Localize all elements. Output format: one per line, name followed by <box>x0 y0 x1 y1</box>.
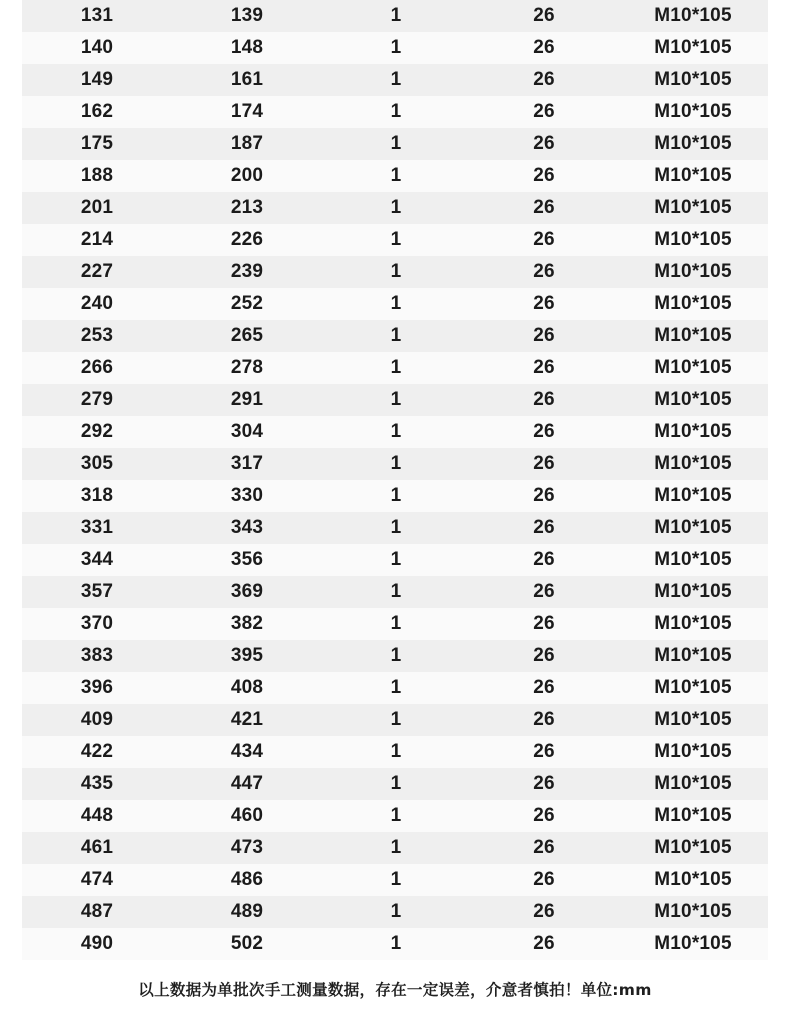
table-cell: M10*105 <box>618 32 768 64</box>
table-cell: 1 <box>322 704 470 736</box>
table-cell: 474 <box>22 864 172 896</box>
table-cell: 434 <box>172 736 322 768</box>
table-cell: 460 <box>172 800 322 832</box>
table-row <box>22 64 768 96</box>
table-cell: 26 <box>470 192 618 224</box>
table-cell: 161 <box>172 64 322 96</box>
table-cell: 279 <box>22 384 172 416</box>
table-cell: 26 <box>470 32 618 64</box>
table-cell: 26 <box>470 800 618 832</box>
table-cell: 26 <box>470 480 618 512</box>
table-cell: 1 <box>322 512 470 544</box>
table-cell: 1 <box>322 64 470 96</box>
table-cell: 344 <box>22 544 172 576</box>
table-cell: 331 <box>22 512 172 544</box>
table-cell: M10*105 <box>618 64 768 96</box>
table-cell: M10*105 <box>618 96 768 128</box>
table-cell: 1 <box>322 800 470 832</box>
table-row <box>22 96 768 128</box>
table-cell: M10*105 <box>618 704 768 736</box>
table-cell: 213 <box>172 192 322 224</box>
table-cell: 278 <box>172 352 322 384</box>
table-cell: 292 <box>22 416 172 448</box>
table-cell: 200 <box>172 160 322 192</box>
table-cell: 26 <box>470 64 618 96</box>
table-cell: 26 <box>470 768 618 800</box>
table-cell: 486 <box>172 864 322 896</box>
table-row <box>22 0 768 32</box>
table-cell: 26 <box>470 416 618 448</box>
table-cell: 175 <box>22 128 172 160</box>
table-cell: 140 <box>22 32 172 64</box>
table-cell: 330 <box>172 480 322 512</box>
table-cell: 422 <box>22 736 172 768</box>
table-row <box>22 704 768 736</box>
table-cell: 26 <box>470 448 618 480</box>
table-cell: M10*105 <box>618 512 768 544</box>
table-body <box>22 0 768 960</box>
table-cell: 1 <box>322 448 470 480</box>
table-cell: 489 <box>172 896 322 928</box>
table-cell: M10*105 <box>618 544 768 576</box>
table-cell: 214 <box>22 224 172 256</box>
table-cell: M10*105 <box>618 896 768 928</box>
table-cell: 26 <box>470 160 618 192</box>
table-cell: M10*105 <box>618 672 768 704</box>
table-cell: 370 <box>22 608 172 640</box>
footnote-text: 以上数据为单批次手工测量数据，存在一定误差，介意者慎拍！单位:mm <box>138 981 652 999</box>
table-cell: 383 <box>22 640 172 672</box>
table-cell: 26 <box>470 224 618 256</box>
table-cell: 26 <box>470 288 618 320</box>
table-cell: 139 <box>172 0 322 32</box>
table-cell: 201 <box>22 192 172 224</box>
table-cell: 1 <box>322 544 470 576</box>
table-cell: 435 <box>22 768 172 800</box>
table-cell: 1 <box>322 224 470 256</box>
table-cell: 343 <box>172 512 322 544</box>
table-cell: 369 <box>172 576 322 608</box>
table-cell: 148 <box>172 32 322 64</box>
table-row <box>22 224 768 256</box>
table-cell: 253 <box>22 320 172 352</box>
table-cell: 490 <box>22 928 172 960</box>
table-cell: 357 <box>22 576 172 608</box>
table-cell: 26 <box>470 96 618 128</box>
table-cell: M10*105 <box>618 160 768 192</box>
table-cell: M10*105 <box>618 832 768 864</box>
table-cell: 26 <box>470 544 618 576</box>
table-cell: 1 <box>322 416 470 448</box>
table-cell: 1 <box>322 288 470 320</box>
table-cell: 1 <box>322 320 470 352</box>
table-cell: 252 <box>172 288 322 320</box>
table-cell: 1 <box>322 608 470 640</box>
table-cell: M10*105 <box>618 800 768 832</box>
table-cell: 1 <box>322 672 470 704</box>
table-cell: 305 <box>22 448 172 480</box>
table-cell: M10*105 <box>618 640 768 672</box>
table-cell: M10*105 <box>618 288 768 320</box>
table-cell: M10*105 <box>618 128 768 160</box>
table-row <box>22 896 768 928</box>
table-cell: 26 <box>470 704 618 736</box>
table-cell: M10*105 <box>618 192 768 224</box>
table-row <box>22 288 768 320</box>
table-row <box>22 480 768 512</box>
table-cell: 26 <box>470 672 618 704</box>
table-cell: 188 <box>22 160 172 192</box>
table-cell: 1 <box>322 192 470 224</box>
table-cell: M10*105 <box>618 384 768 416</box>
table-cell: 26 <box>470 928 618 960</box>
table-cell: 26 <box>470 832 618 864</box>
table-cell: 26 <box>470 384 618 416</box>
table-row <box>22 32 768 64</box>
table-cell: M10*105 <box>618 480 768 512</box>
table-cell: 187 <box>172 128 322 160</box>
table-cell: M10*105 <box>618 768 768 800</box>
table-cell: 26 <box>470 352 618 384</box>
table-row <box>22 384 768 416</box>
table-row <box>22 256 768 288</box>
table-cell: 1 <box>322 352 470 384</box>
table-cell: M10*105 <box>618 224 768 256</box>
table-cell: 1 <box>322 480 470 512</box>
table-cell: 1 <box>322 896 470 928</box>
table-cell: 174 <box>172 96 322 128</box>
table-cell: 26 <box>470 576 618 608</box>
table-cell: M10*105 <box>618 928 768 960</box>
table-row <box>22 640 768 672</box>
table-cell: 318 <box>22 480 172 512</box>
table-cell: 226 <box>172 224 322 256</box>
table-cell: 26 <box>470 896 618 928</box>
table-cell: 26 <box>470 256 618 288</box>
table-cell: 1 <box>322 736 470 768</box>
table-cell: 26 <box>470 512 618 544</box>
table-row <box>22 608 768 640</box>
table-cell: 304 <box>172 416 322 448</box>
table-cell: M10*105 <box>618 0 768 32</box>
table-cell: 227 <box>22 256 172 288</box>
table-cell: 26 <box>470 608 618 640</box>
table-row <box>22 768 768 800</box>
table-cell: 1 <box>322 160 470 192</box>
table-cell: 26 <box>470 864 618 896</box>
table-cell: M10*105 <box>618 352 768 384</box>
table-cell: M10*105 <box>618 736 768 768</box>
table-cell: 1 <box>322 928 470 960</box>
table-cell: 473 <box>172 832 322 864</box>
table-cell: 421 <box>172 704 322 736</box>
table-row <box>22 800 768 832</box>
table-cell: M10*105 <box>618 608 768 640</box>
table-cell: 1 <box>322 640 470 672</box>
table-cell: 317 <box>172 448 322 480</box>
table-cell: 1 <box>322 0 470 32</box>
table-cell: 1 <box>322 96 470 128</box>
table-cell: 266 <box>22 352 172 384</box>
table-cell: 1 <box>322 32 470 64</box>
table-cell: M10*105 <box>618 448 768 480</box>
table-cell: 448 <box>22 800 172 832</box>
table-cell: 149 <box>22 64 172 96</box>
table-cell: 447 <box>172 768 322 800</box>
table-row <box>22 672 768 704</box>
table-cell: 1 <box>322 128 470 160</box>
table-cell: 1 <box>322 864 470 896</box>
table-row <box>22 416 768 448</box>
table-cell: 395 <box>172 640 322 672</box>
table-cell: M10*105 <box>618 416 768 448</box>
table-cell: 162 <box>22 96 172 128</box>
table-row <box>22 352 768 384</box>
table-cell: 396 <box>22 672 172 704</box>
table-cell: 408 <box>172 672 322 704</box>
table-row <box>22 576 768 608</box>
table-cell: 26 <box>470 640 618 672</box>
table-cell: 239 <box>172 256 322 288</box>
table-cell: 356 <box>172 544 322 576</box>
table-cell: 26 <box>470 736 618 768</box>
table-cell: 502 <box>172 928 322 960</box>
table-cell: 382 <box>172 608 322 640</box>
table-cell: 26 <box>470 0 618 32</box>
specification-table <box>22 0 768 960</box>
table-row <box>22 192 768 224</box>
table-row <box>22 512 768 544</box>
table-cell: 461 <box>22 832 172 864</box>
table-cell: 240 <box>22 288 172 320</box>
table-cell: 1 <box>322 576 470 608</box>
table-cell: 1 <box>322 768 470 800</box>
table-cell: M10*105 <box>618 256 768 288</box>
table-cell: 487 <box>22 896 172 928</box>
table-row <box>22 128 768 160</box>
table-row <box>22 736 768 768</box>
table-cell: 409 <box>22 704 172 736</box>
table-cell: 131 <box>22 0 172 32</box>
table-row <box>22 320 768 352</box>
table-cell: 1 <box>322 256 470 288</box>
table-cell: 291 <box>172 384 322 416</box>
table-cell: 1 <box>322 384 470 416</box>
table-row <box>22 832 768 864</box>
table-cell: 1 <box>322 832 470 864</box>
table-row <box>22 448 768 480</box>
table-row <box>22 928 768 960</box>
table-row <box>22 160 768 192</box>
table-cell: M10*105 <box>618 320 768 352</box>
table-cell: 26 <box>470 320 618 352</box>
table-row <box>22 544 768 576</box>
table-row <box>22 864 768 896</box>
table-cell: 265 <box>172 320 322 352</box>
table-cell: M10*105 <box>618 864 768 896</box>
table-cell: M10*105 <box>618 576 768 608</box>
table-cell: 26 <box>470 128 618 160</box>
